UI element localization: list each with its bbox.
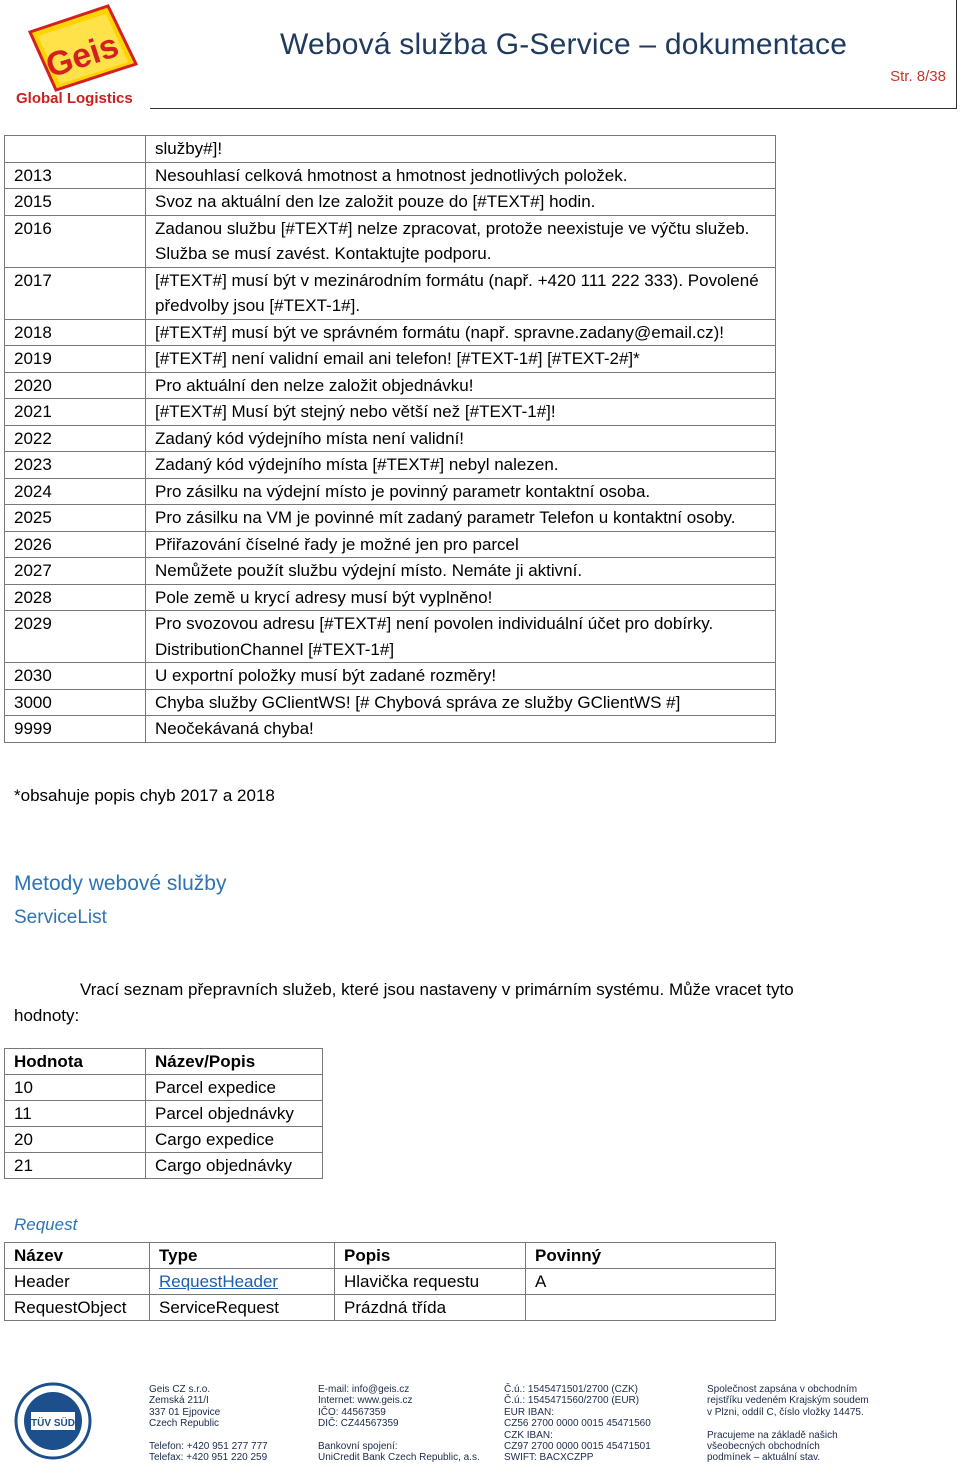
error-code-cell: 2016 bbox=[5, 215, 146, 267]
table-row bbox=[5, 1101, 323, 1127]
request-header-link[interactable]: RequestHeader bbox=[159, 1272, 279, 1291]
error-message-cell: Zadaný kód výdejního místa [#TEXT#] nebyl nalezen. bbox=[146, 452, 776, 479]
method-heading: ServiceList bbox=[14, 907, 107, 928]
method-description-line2: hodnoty: bbox=[14, 1006, 80, 1025]
error-code-cell: 3000 bbox=[5, 689, 146, 716]
error-message-cell: Pro aktuální den nelze založit objednávku! bbox=[146, 372, 776, 399]
name-cell: Header bbox=[5, 1269, 150, 1295]
table-row bbox=[5, 478, 776, 505]
error-code-cell: 2021 bbox=[5, 399, 146, 426]
request-table bbox=[4, 1242, 776, 1321]
table-row bbox=[5, 425, 776, 452]
error-message-cell: Chyba služby GClientWS! [# Chybová správa ze služby GClientWS #] bbox=[146, 689, 776, 716]
table-row bbox=[5, 611, 776, 663]
footer-contact: E-mail: info@geis.cz Internet: www.geis.cz IČO: 44567359 DIČ: CZ44567359 Bankovní spojení: UniCredit Bank Czech Republic, a.s. bbox=[318, 1384, 480, 1464]
value-cell: 11 bbox=[5, 1101, 146, 1127]
section-heading: Metody webové služby bbox=[14, 872, 227, 895]
error-message-cell: Zadanou službu [#TEXT#] nelze zpracovat, protože neexistuje ve výčtu služeb. Služba se musí zavést. Kontaktujte podporu. bbox=[146, 215, 776, 267]
value-cell: 10 bbox=[5, 1075, 146, 1101]
error-code-cell: 2018 bbox=[5, 319, 146, 346]
tuv-certification-logo bbox=[14, 1382, 92, 1460]
table-row bbox=[5, 1153, 323, 1179]
value-cell: 21 bbox=[5, 1153, 146, 1179]
table-row bbox=[5, 558, 776, 585]
error-message-cell: Nemůžete použít službu výdejní místo. Nemáte ji aktivní. bbox=[146, 558, 776, 585]
error-code-cell: 2025 bbox=[5, 505, 146, 532]
error-message-cell: Přiřazování číselné řady je možné jen pro parcel bbox=[146, 531, 776, 558]
column-header: Název bbox=[5, 1243, 150, 1269]
error-code-cell: 2029 bbox=[5, 611, 146, 663]
error-code-cell: 2017 bbox=[5, 267, 146, 319]
method-description-line1: Vrací seznam přepravních služeb, které jsou nastaveny v primárním systému. Může vracet tyto bbox=[80, 980, 794, 999]
name-cell: RequestObject bbox=[5, 1295, 150, 1321]
table-row bbox=[5, 452, 776, 479]
request-heading: Request bbox=[14, 1215, 78, 1234]
required-cell bbox=[526, 1295, 776, 1321]
description-cell: Cargo expedice bbox=[146, 1127, 323, 1153]
error-message-cell: [#TEXT#] musí být v mezinárodním formátu (např. +420 111 222 333). Povolené předvolby jsou [#TEXT-1#]. bbox=[146, 267, 776, 319]
error-message-cell: Zadaný kód výdejního místa není validní! bbox=[146, 425, 776, 452]
column-header: Povinný bbox=[526, 1243, 776, 1269]
type-cell: ServiceRequest bbox=[150, 1295, 335, 1321]
table-row bbox=[5, 663, 776, 690]
table-row bbox=[5, 189, 776, 216]
error-code-cell: 2028 bbox=[5, 584, 146, 611]
error-message-cell: [#TEXT#] Musí být stejný nebo větší než [#TEXT-1#]! bbox=[146, 399, 776, 426]
error-code-cell: 2015 bbox=[5, 189, 146, 216]
table-row bbox=[5, 531, 776, 558]
footnote: *obsahuje popis chyb 2017 a 2018 bbox=[14, 786, 275, 805]
error-code-cell: 2030 bbox=[5, 663, 146, 690]
value-cell: 20 bbox=[5, 1127, 146, 1153]
description-cell: Prázdná třída bbox=[335, 1295, 526, 1321]
table-row bbox=[5, 1269, 776, 1295]
footer-registration: Společnost zapsána v obchodním rejstříku vedeném Krajským soudem v Plzni, oddíl C, číslo vložky 14475. Pracujeme na základě našich všeobecných obchodních podmínek – aktuální stav. bbox=[707, 1384, 869, 1464]
description-cell: Parcel objednávky bbox=[146, 1101, 323, 1127]
page-number: Str. 8/38 bbox=[890, 68, 946, 85]
error-message-cell: [#TEXT#] musí být ve správném formátu (např. spravne.zadany@email.cz)! bbox=[146, 319, 776, 346]
table-row bbox=[5, 346, 776, 373]
error-code-cell: 9999 bbox=[5, 716, 146, 743]
error-message-cell: služby#]! bbox=[146, 136, 776, 163]
service-values-table bbox=[4, 1048, 323, 1179]
table-row bbox=[5, 689, 776, 716]
error-code-cell: 2020 bbox=[5, 372, 146, 399]
table-row bbox=[5, 162, 776, 189]
error-message-cell: U exportní položky musí být zadané rozměry! bbox=[146, 663, 776, 690]
table-row bbox=[5, 505, 776, 532]
header-border bbox=[956, 0, 957, 109]
error-code-cell: 2022 bbox=[5, 425, 146, 452]
error-message-cell: Pro svozovou adresu [#TEXT#] není povolen individuální účet pro dobírky. DistributionChannel [#TEXT-1#] bbox=[146, 611, 776, 663]
document-header bbox=[0, 0, 960, 112]
error-code-cell: 2019 bbox=[5, 346, 146, 373]
table-row bbox=[5, 372, 776, 399]
document-footer bbox=[0, 1376, 960, 1466]
table-row bbox=[5, 319, 776, 346]
error-code-cell: 2027 bbox=[5, 558, 146, 585]
table-row bbox=[5, 1075, 323, 1101]
type-cell bbox=[150, 1269, 335, 1295]
description-cell: Cargo objednávky bbox=[146, 1153, 323, 1179]
error-message-cell: Pro zásilku na výdejní místo je povinný parametr kontaktní osoba. bbox=[146, 478, 776, 505]
error-code-cell: 2026 bbox=[5, 531, 146, 558]
error-code-cell: 2023 bbox=[5, 452, 146, 479]
footer-company-address: Geis CZ s.r.o. Zemská 211/I 337 01 Ejpovice Czech Republic Telefon: +420 951 277 777 Telefax: +420 951 220 259 bbox=[149, 1384, 268, 1464]
table-row bbox=[5, 1127, 323, 1153]
error-message-cell: Neočekávaná chyba! bbox=[146, 716, 776, 743]
error-message-cell: Pole země u krycí adresy musí být vyplněno! bbox=[146, 584, 776, 611]
table-row bbox=[5, 716, 776, 743]
column-header: Type bbox=[150, 1243, 335, 1269]
table-row bbox=[5, 215, 776, 267]
error-message-cell: Nesouhlasí celková hmotnost a hmotnost jednotlivých položek. bbox=[146, 162, 776, 189]
header-divider bbox=[150, 108, 956, 109]
footer-bank-accounts: Č.ú.: 1545471501/2700 (CZK) Č.ú.: 1545471560/2700 (EUR) EUR IBAN: CZ56 2700 0000 0015 45471560 CZK IBAN: CZ97 2700 0000 0015 45471501 SWIFT: BACXCZPP bbox=[504, 1384, 651, 1464]
error-code-cell: 2013 bbox=[5, 162, 146, 189]
column-header: Hodnota bbox=[5, 1049, 146, 1075]
table-row bbox=[5, 1295, 776, 1321]
description-cell: Parcel expedice bbox=[146, 1075, 323, 1101]
table-row bbox=[5, 136, 776, 163]
error-codes-table bbox=[4, 135, 776, 743]
table-header-row bbox=[5, 1243, 776, 1269]
column-header: Název/Popis bbox=[146, 1049, 323, 1075]
required-cell: A bbox=[526, 1269, 776, 1295]
error-message-cell: Svoz na aktuální den lze založit pouze do [#TEXT#] hodin. bbox=[146, 189, 776, 216]
document-title: Webová služba G-Service – dokumentace bbox=[280, 28, 848, 61]
description-cell: Hlavička requestu bbox=[335, 1269, 526, 1295]
tuv-label: TÜV SÜD bbox=[31, 1418, 75, 1429]
table-row bbox=[5, 399, 776, 426]
logo-tagline: Global Logistics bbox=[16, 90, 133, 107]
logo-word: Geis bbox=[41, 26, 124, 86]
error-code-cell: 2024 bbox=[5, 478, 146, 505]
error-message-cell: Pro zásilku na VM je povinné mít zadaný parametr Telefon u kontaktní osoby. bbox=[146, 505, 776, 532]
error-message-cell: [#TEXT#] není validní email ani telefon! [#TEXT-1#] [#TEXT-2#]* bbox=[146, 346, 776, 373]
table-row bbox=[5, 584, 776, 611]
error-code-cell bbox=[5, 136, 146, 163]
table-header-row bbox=[5, 1049, 323, 1075]
table-row bbox=[5, 267, 776, 319]
column-header: Popis bbox=[335, 1243, 526, 1269]
